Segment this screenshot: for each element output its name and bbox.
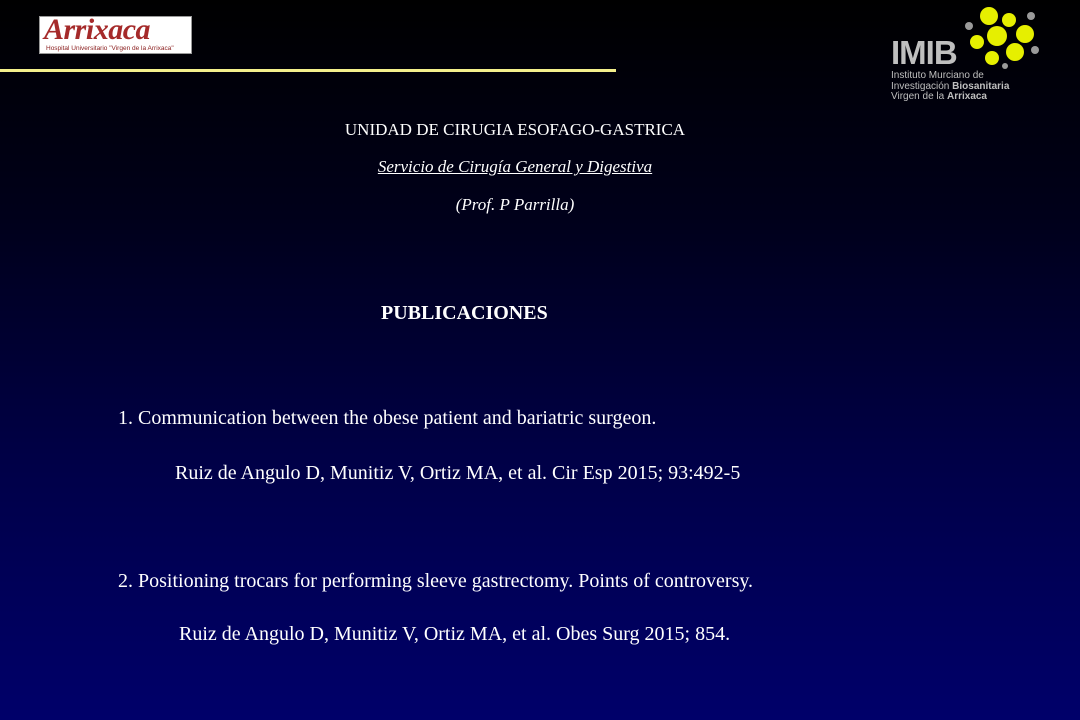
header-divider <box>0 69 616 72</box>
service-name: Servicio de Cirugía General y Digestiva <box>377 157 653 176</box>
imib-tagline-line2a: Investigación <box>891 80 953 92</box>
section-heading: PUBLICACIONES <box>381 302 548 324</box>
arrixaca-logo-subtitle: Hospital Universitario "Virgen de la Arrixaca" <box>46 45 174 52</box>
imib-tagline-line3b: Arrixaca <box>946 91 987 102</box>
arrixaca-logo-script: Arrixaca <box>44 13 151 46</box>
publication-2-title: 2. Positioning trocars for performing sleeve gastrectomy. Points of controversy. <box>118 570 754 592</box>
imib-logo <box>885 4 1045 109</box>
imib-tagline-line1: Instituto Murciano de <box>891 70 984 81</box>
publication-1-reference: Ruiz de Angulo D, Munitiz V, Ortiz MA, et al. Cir Esp 2015; 93:492-5 <box>175 462 741 484</box>
arrixaca-logo <box>39 13 192 54</box>
department-chief: (Prof. P Parrilla) <box>455 195 575 214</box>
publication-2-reference: Ruiz de Angulo D, Munitiz V, Ortiz MA, et al. Obes Surg 2015; 854. <box>179 623 731 645</box>
imib-tagline-line3 <box>891 92 1009 103</box>
unit-title: UNIDAD DE CIRUGIA ESOFAGO-GASTRICA <box>344 120 686 139</box>
imib-tagline-line3a: Virgen de la <box>891 91 947 102</box>
publication-1-title: 1. Communication between the obese patient and bariatric surgeon. <box>118 407 657 429</box>
imib-tagline-line2b: Biosanitaria <box>952 80 1010 92</box>
imib-wordmark: IMIB <box>891 34 957 71</box>
imib-tagline <box>891 71 1009 103</box>
